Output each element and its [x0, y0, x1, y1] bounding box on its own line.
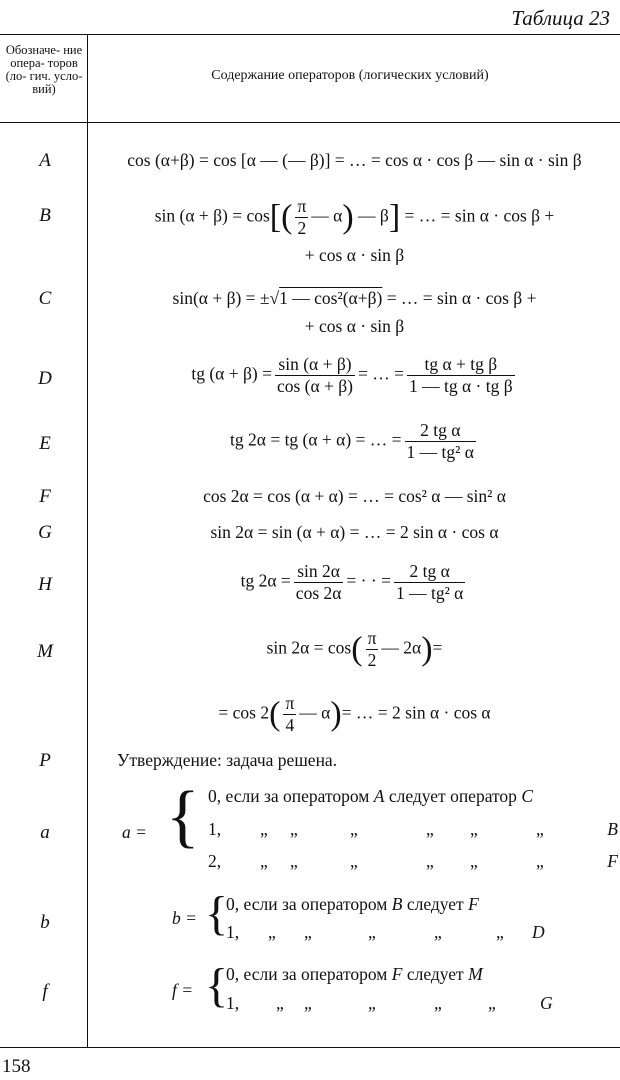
formula-c-line2: + cos α · sin β	[304, 316, 405, 336]
formula-m-line1: sin 2α = cos( $\frac{\pi}{2}$ — 2α)=	[266, 628, 443, 670]
formula-m-line2: = cos 2( $\frac{\pi}{4}$ — α)= … = 2 sin α · cos α	[218, 693, 491, 735]
row-label-m-upper: M	[37, 641, 53, 662]
row-label-c-upper: C	[38, 288, 52, 309]
row-label-a-lower: a	[40, 822, 50, 843]
formula-e: tg 2α = tg (α + α) = … = $\frac{\text{2 tg α}}{\text{1 — tg² α}}$	[230, 420, 474, 462]
var-a: a =	[122, 822, 147, 842]
formula-a: cos (α+β) = cos [α — (— β)] = … = cos α · cos β — sin α · sin β	[127, 150, 582, 170]
var-f: f =	[172, 980, 194, 1000]
case-a-1: 1, „ „ „ „ „ „ B	[208, 819, 618, 839]
row-label-b-upper: B	[39, 205, 51, 226]
row-label-b-lower: b	[40, 912, 50, 933]
var-b: b =	[172, 908, 197, 928]
formula-b-line1: sin (α + β) = cos[( $\frac{\pi}{2}$ — α) — β] = … = sin α · cos β +	[154, 196, 555, 238]
table-caption: Таблица 23	[511, 6, 610, 30]
case-f-0: 0, если за оператором F следует M	[226, 964, 483, 984]
row-label-g-upper: G	[38, 522, 52, 543]
row-label-p-upper: P	[39, 750, 51, 771]
statement-p: Утверждение: задача решена.	[117, 750, 338, 770]
row-label-a-upper: A	[39, 150, 51, 171]
row-label-f-upper: F	[39, 486, 51, 507]
page-number: 158	[2, 1056, 31, 1077]
header-col-designation: Обозначе- ние опера- торов (ло- гич. усло- вий)	[5, 43, 83, 96]
table-top-rule	[0, 34, 620, 35]
row-label-d-upper: D	[38, 368, 52, 389]
formula-d: tg (α + β) = $\frac{\sin (\alpha + \beta)}{\cos (\alpha + \beta)}$ = … = $\frac{\text{tg α + tg β}}{\text{1 — tg α · tg β}}$	[191, 354, 513, 396]
brace-f: {	[205, 959, 229, 1012]
case-b-1: 1, „ „ „ „ „ D	[226, 922, 545, 942]
table-bottom-rule	[0, 1047, 620, 1048]
case-b-0: 0, если за оператором B следует F	[226, 894, 479, 914]
case-f-1: 1, „ „ „ „ „ G	[226, 993, 553, 1013]
case-a-0: 0, если за оператором A следует оператор C	[208, 786, 533, 806]
header-col-content: Содержание операторов (логических условий)	[211, 68, 489, 83]
formula-b-line2: + cos α · sin β	[304, 245, 405, 265]
case-a-2: 2, „ „ „ „ „ „ F	[208, 851, 618, 871]
brace-b: {	[205, 887, 229, 940]
brace-a: {	[166, 778, 200, 855]
row-label-f-lower: f	[42, 981, 48, 1002]
row-label-e-upper: E	[39, 433, 51, 454]
formula-h: tg 2α = $\frac{\sin 2\alpha}{\cos 2\alpha}$ = · · = $\frac{\text{2 tg α}}{\text{1 — tg² α}}$	[240, 561, 464, 603]
formula-g: sin 2α = sin (α + α) = … = 2 sin α · cos α	[210, 522, 499, 542]
header-rule	[0, 122, 620, 123]
formula-c-line1: sin(α + β) = ±√1 — cos²(α+β) = … = sin α · cos β +	[172, 288, 537, 308]
formula-f: cos 2α = cos (α + α) = … = cos² α — sin² α	[203, 486, 506, 506]
column-divider	[87, 34, 88, 1047]
row-label-h-upper: H	[38, 574, 52, 595]
